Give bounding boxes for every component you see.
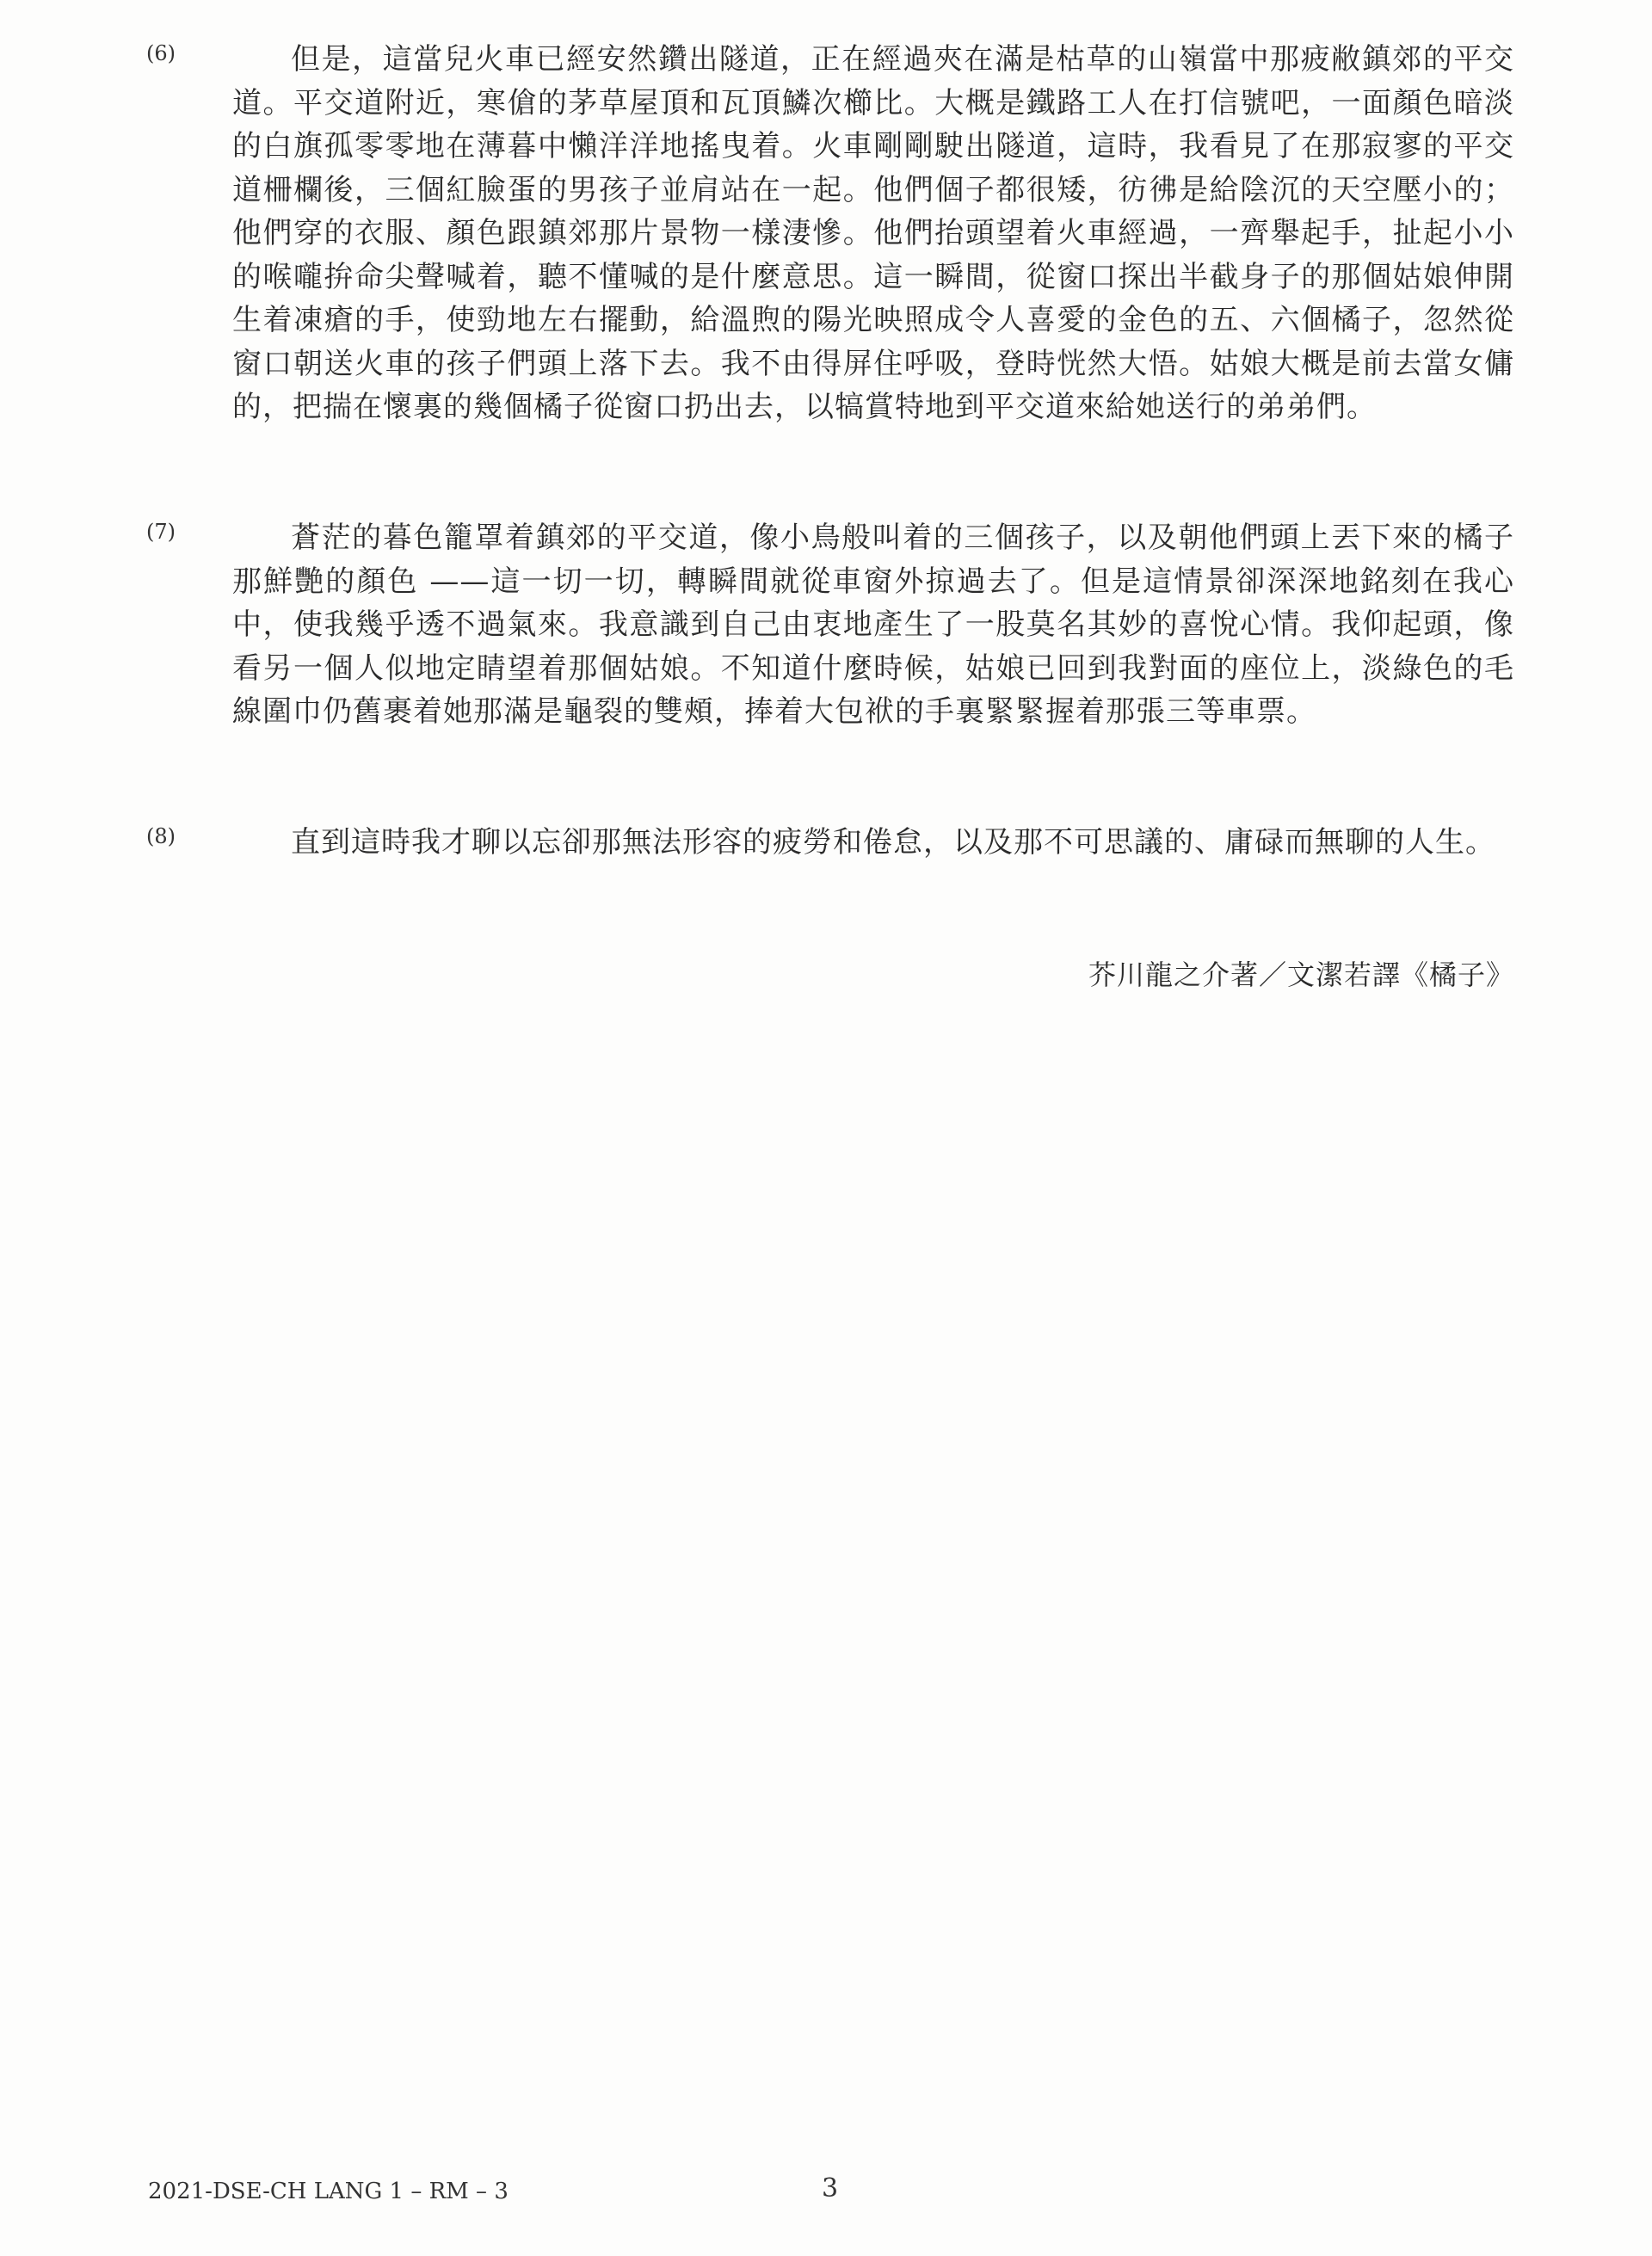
source-attribution: 芥川龍之介著／文潔若譯《橘子》 [1088,958,1514,991]
paragraph-number: (8) [146,824,176,848]
paragraph-number: (6) [146,41,176,65]
paragraph-8 [146,821,1514,865]
page-number: 3 [822,2173,839,2204]
paragraph-7 [146,516,1514,734]
paragraph-6 [146,38,1514,429]
paragraph-text: 但是，這當兒火車已經安然鑽出隧道，正在經過夾在滿是枯草的山嶺當中那疲敝鎮郊的平交道。平交道附近，寒傖的茅草屋頂和瓦頂鱗次櫛比。大概是鐵路工人在打信號吧，一面顏色暗淡的白旗孤零零地在薄暮中懶洋洋地搖曳着。火車剛剛駛出隧道，這時，我看見了在那寂寥的平交道柵欄後，三個紅臉蛋的男孩子並肩站在一起。他們個子都很矮，彷彿是給陰沉的天空壓小的；他們穿的衣服、顏色跟鎮郊那片景物一樣淒慘。他們抬頭望着火車經過，一齊舉起手，扯起小小的喉嚨拚命尖聲喊着，聽不懂喊的是什麼意思。這一瞬間，從窗口探出半截身子的那個姑娘伸開生着凍瘡的手，使勁地左右擺動，給溫煦的陽光映照成令人喜愛的金色的五、六個橘子，忽然從窗口朝送火車的孩子們頭上落下去。我不由得屏住呼吸，登時恍然大悟。姑娘大概是前去當女傭的，把揣在懷裏的幾個橘子從窗口扔出去，以犒賞特地到平交道來給她送行的弟弟們。 [232,42,1514,424]
paragraph-number: (7) [146,520,176,544]
paragraph-text: 蒼茫的暮色籠罩着鎮郊的平交道，像小鳥般叫着的三個孩子，以及朝他們頭上丟下來的橘子那鮮艷的顏色 ——這一切一切，轉瞬間就從車窗外掠過去了。但是這情景卻深深地銘刻在我心中，使我幾乎透不過氣來。我意識到自己由衷地產生了一股莫名其妙的喜悅心情。我仰起頭，像看另一個人似地定睛望着那個姑娘。不知道什麼時候，姑娘已回到我對面的座位上，淡綠色的毛線圍巾仍舊裹着她那滿是龜裂的雙頰，捧着大包袱的手裏緊緊握着那張三等車票。 [232,521,1514,729]
paper-code: 2021-DSE-CH LANG 1 – RM – 3 [148,2179,509,2204]
paragraph-text: 直到這時我才聊以忘卻那無法形容的疲勞和倦怠，以及那不可思議的、庸碌而無聊的人生。 [291,825,1495,860]
